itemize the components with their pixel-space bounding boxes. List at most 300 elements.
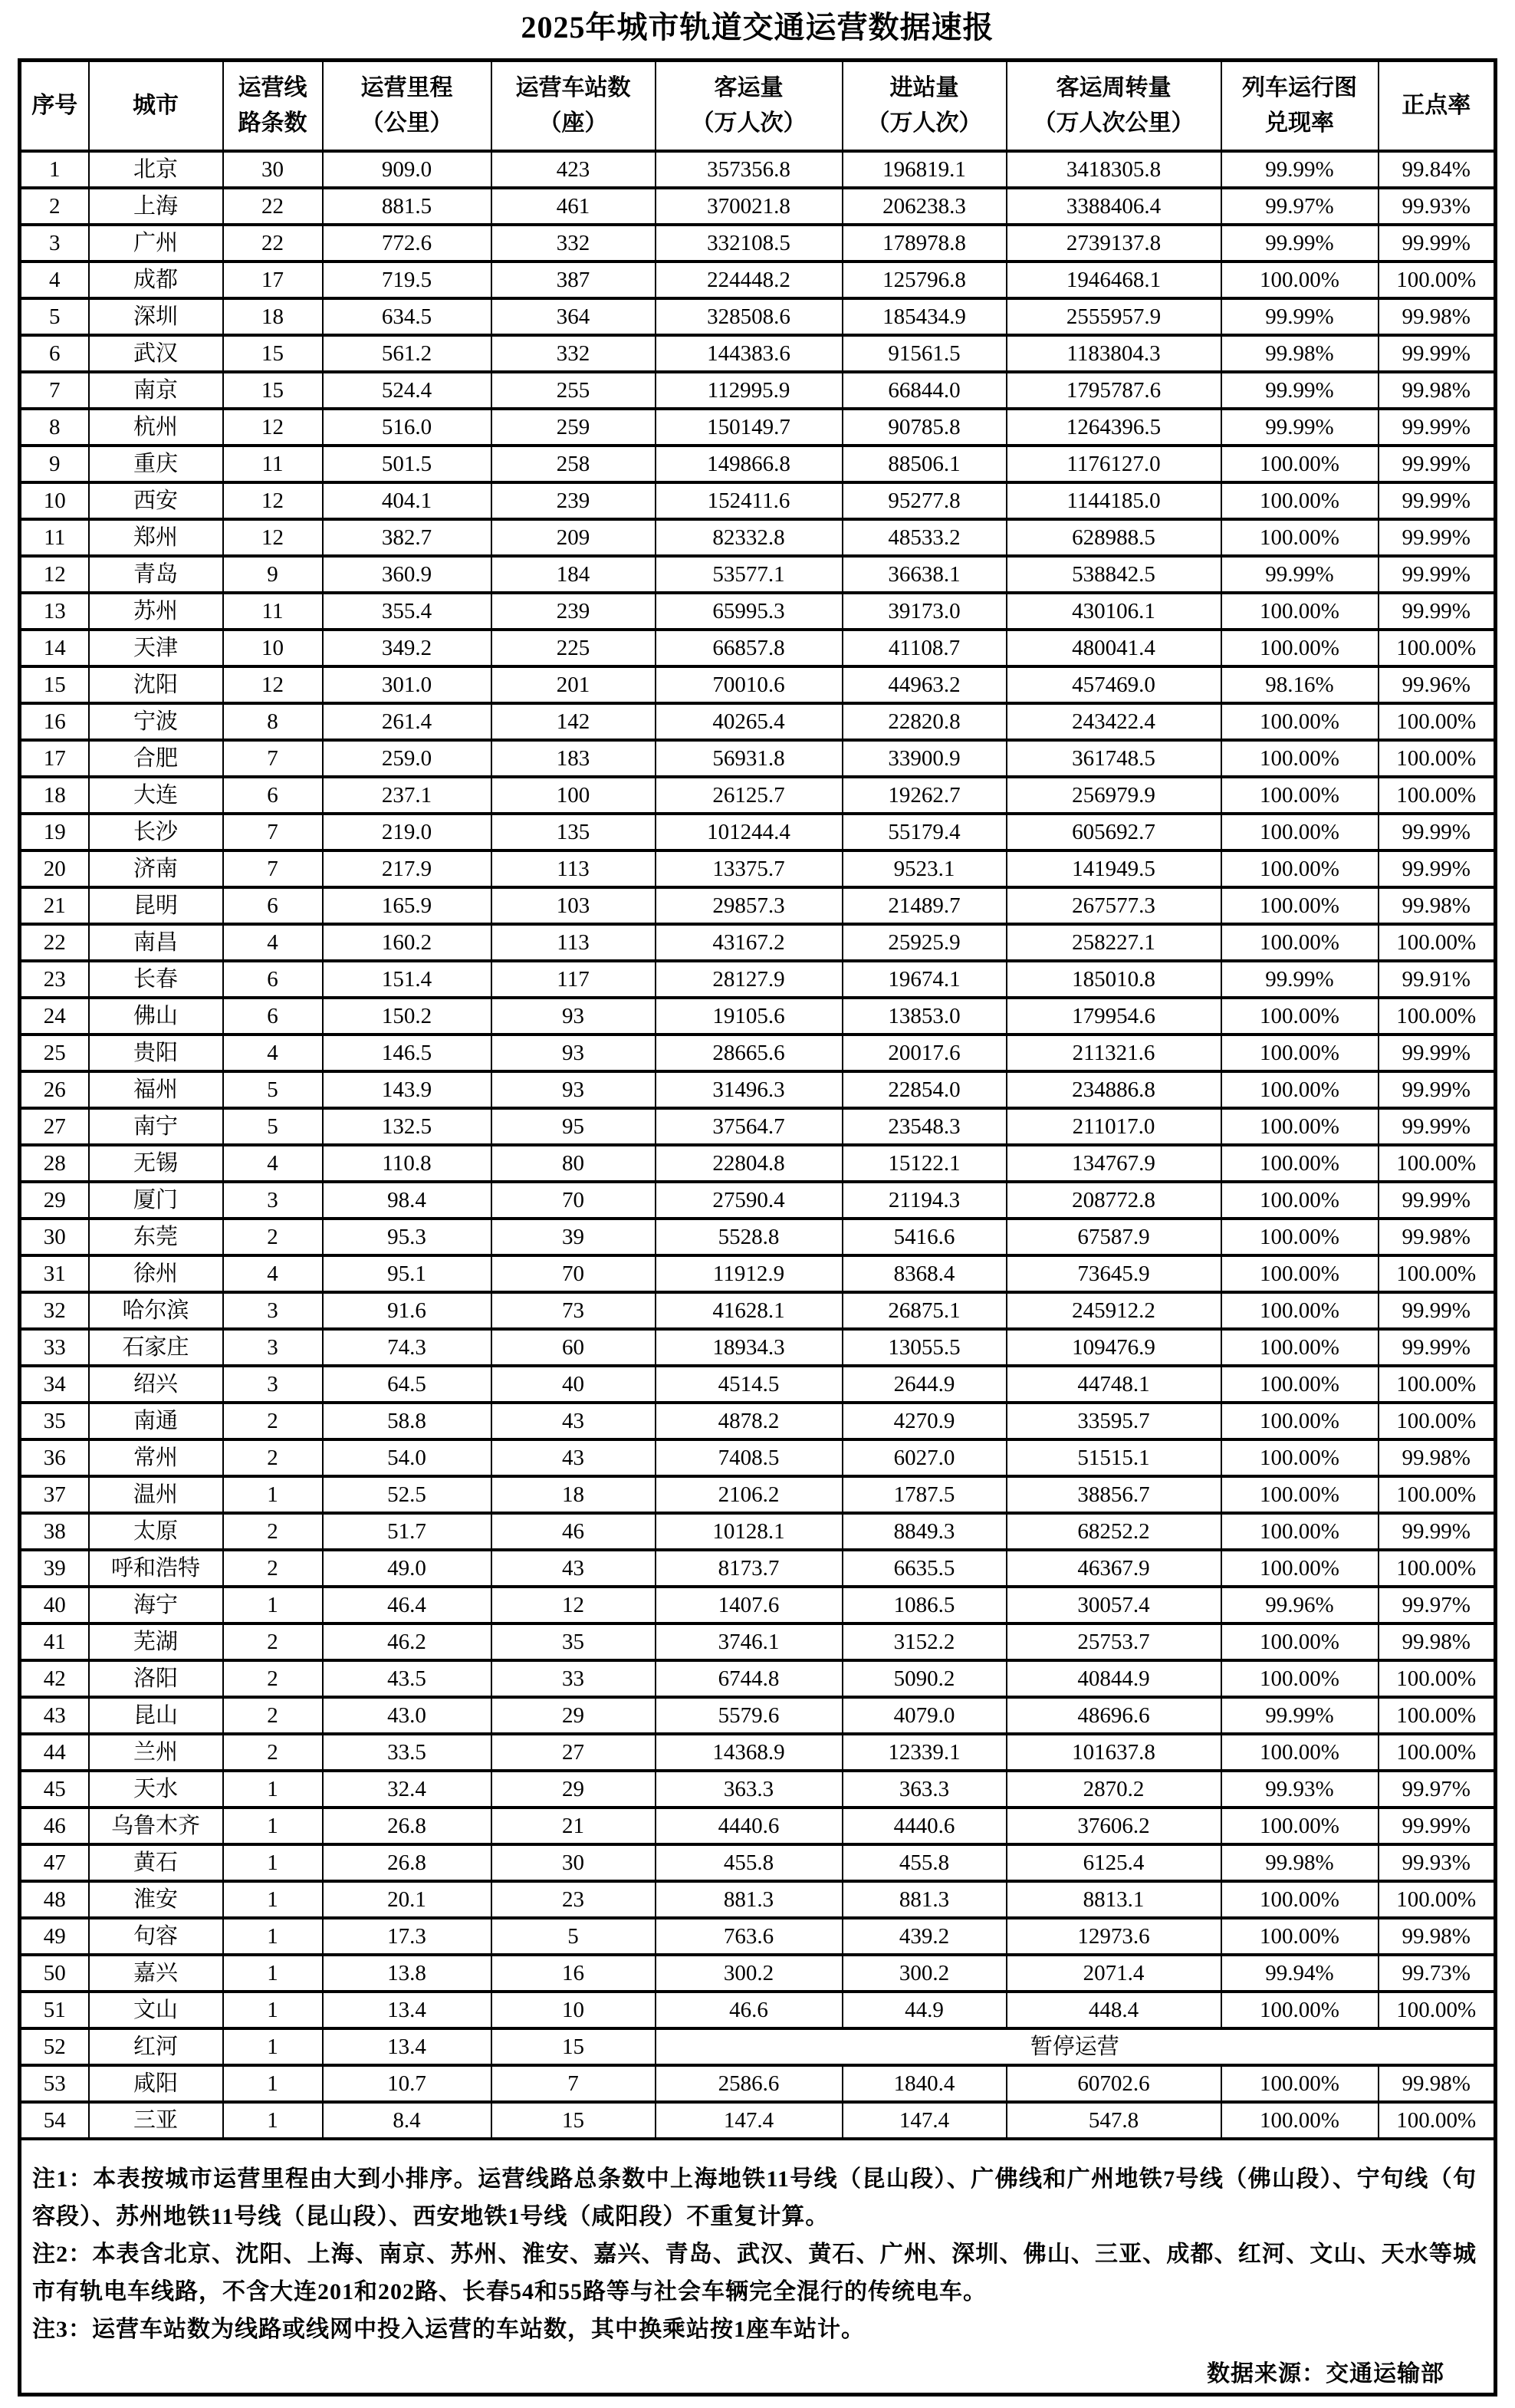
cell-schedule-fulfillment: 100.00%	[1221, 519, 1379, 556]
cell-punctuality: 99.96%	[1379, 666, 1496, 703]
table-row-33	[20, 1329, 1496, 1366]
cell-passenger-turnover: 46367.9	[1007, 1550, 1221, 1587]
cell-punctuality: 99.99%	[1379, 482, 1496, 519]
cell-passenger-volume: 46.6	[656, 1992, 843, 2028]
table-row-53	[20, 2065, 1496, 2102]
cell-mileage-km: 32.4	[323, 1771, 491, 1808]
cell-schedule-fulfillment: 100.00%	[1221, 1734, 1379, 1771]
cell-schedule-fulfillment: 99.93%	[1221, 1771, 1379, 1808]
cell-mileage-km: 217.9	[323, 850, 491, 887]
table-row-48	[20, 1881, 1496, 1918]
cell-city: 贵阳	[89, 1035, 223, 1071]
cell-city: 三亚	[89, 2102, 223, 2139]
cell-line-count: 12	[223, 482, 323, 519]
cell-passenger-turnover: 480041.4	[1007, 630, 1221, 666]
cell-line-count: 1	[223, 1808, 323, 1844]
cell-passenger-volume: 152411.6	[656, 482, 843, 519]
cell-entry-volume: 4079.0	[843, 1697, 1007, 1734]
cell-passenger-volume: 370021.8	[656, 188, 843, 225]
cell-passenger-turnover: 538842.5	[1007, 556, 1221, 593]
cell-schedule-fulfillment: 100.00%	[1221, 1182, 1379, 1219]
cell-station-count: 15	[491, 2102, 656, 2139]
cell-mileage-km: 360.9	[323, 556, 491, 593]
cell-city: 南宁	[89, 1108, 223, 1145]
cell-schedule-fulfillment: 100.00%	[1221, 814, 1379, 850]
cell-passenger-volume: 70010.6	[656, 666, 843, 703]
cell-schedule-fulfillment: 100.00%	[1221, 1071, 1379, 1108]
cell-passenger-turnover: 8813.1	[1007, 1881, 1221, 1918]
cell-serial-number: 39	[20, 1550, 89, 1587]
cell-passenger-turnover: 2555957.9	[1007, 298, 1221, 335]
cell-line-count: 4	[223, 1035, 323, 1071]
cell-line-count: 15	[223, 335, 323, 372]
cell-line-count: 8	[223, 703, 323, 740]
cell-city: 沈阳	[89, 666, 223, 703]
cell-schedule-fulfillment: 100.00%	[1221, 1476, 1379, 1513]
cell-city: 南昌	[89, 924, 223, 961]
cell-line-count: 5	[223, 1108, 323, 1145]
table-row-32	[20, 1292, 1496, 1329]
cell-schedule-fulfillment: 100.00%	[1221, 1108, 1379, 1145]
table-row-28	[20, 1145, 1496, 1182]
cell-mileage-km: 301.0	[323, 666, 491, 703]
cell-entry-volume: 4440.6	[843, 1808, 1007, 1844]
cell-city: 广州	[89, 225, 223, 262]
cell-punctuality: 100.00%	[1379, 924, 1496, 961]
table-row-20	[20, 850, 1496, 887]
cell-station-count: 103	[491, 887, 656, 924]
cell-city: 苏州	[89, 593, 223, 630]
cell-punctuality: 99.98%	[1379, 1439, 1496, 1476]
cell-line-count: 7	[223, 814, 323, 850]
cell-passenger-volume: 112995.9	[656, 372, 843, 409]
cell-serial-number: 48	[20, 1881, 89, 1918]
cell-serial-number: 9	[20, 446, 89, 482]
cell-entry-volume: 147.4	[843, 2102, 1007, 2139]
cell-passenger-turnover: 2870.2	[1007, 1771, 1221, 1808]
cell-station-count: 70	[491, 1255, 656, 1292]
cell-punctuality: 99.98%	[1379, 298, 1496, 335]
cell-serial-number: 52	[20, 2028, 89, 2065]
col-header-passenger-volume: 客运量 （万人次）	[656, 61, 843, 152]
cell-station-count: 30	[491, 1844, 656, 1881]
cell-passenger-volume: 363.3	[656, 1771, 843, 1808]
cell-mileage-km: 237.1	[323, 777, 491, 814]
cell-passenger-turnover: 44748.1	[1007, 1366, 1221, 1403]
cell-schedule-fulfillment: 99.98%	[1221, 1844, 1379, 1881]
cell-city: 宁波	[89, 703, 223, 740]
cell-passenger-volume: 66857.8	[656, 630, 843, 666]
cell-schedule-fulfillment: 100.00%	[1221, 446, 1379, 482]
cell-passenger-volume: 4878.2	[656, 1403, 843, 1439]
cell-schedule-fulfillment: 100.00%	[1221, 1145, 1379, 1182]
cell-schedule-fulfillment: 100.00%	[1221, 482, 1379, 519]
cell-station-count: 5	[491, 1918, 656, 1955]
cell-entry-volume: 4270.9	[843, 1403, 1007, 1439]
cell-serial-number: 3	[20, 225, 89, 262]
cell-passenger-turnover: 3418305.8	[1007, 151, 1221, 188]
cell-mileage-km: 26.8	[323, 1844, 491, 1881]
cell-punctuality: 99.98%	[1379, 2065, 1496, 2102]
cell-city: 深圳	[89, 298, 223, 335]
table-row-9	[20, 446, 1496, 482]
notes-row	[20, 2139, 1496, 2395]
cell-punctuality: 100.00%	[1379, 777, 1496, 814]
cell-passenger-volume: 4514.5	[656, 1366, 843, 1403]
cell-serial-number: 28	[20, 1145, 89, 1182]
cell-entry-volume: 1840.4	[843, 2065, 1007, 2102]
cell-serial-number: 18	[20, 777, 89, 814]
cell-punctuality: 99.97%	[1379, 1771, 1496, 1808]
table-row-23	[20, 961, 1496, 998]
cell-line-count: 10	[223, 630, 323, 666]
cell-entry-volume: 2644.9	[843, 1366, 1007, 1403]
cell-entry-volume: 39173.0	[843, 593, 1007, 630]
cell-schedule-fulfillment: 100.00%	[1221, 1439, 1379, 1476]
cell-mileage-km: 33.5	[323, 1734, 491, 1771]
cell-passenger-volume: 147.4	[656, 2102, 843, 2139]
cell-schedule-fulfillment: 100.00%	[1221, 1255, 1379, 1292]
cell-city: 哈尔滨	[89, 1292, 223, 1329]
cell-passenger-turnover: 1144185.0	[1007, 482, 1221, 519]
table-row-15	[20, 666, 1496, 703]
cell-passenger-volume: 2106.2	[656, 1476, 843, 1513]
cell-serial-number: 32	[20, 1292, 89, 1329]
table-row-2	[20, 188, 1496, 225]
cell-entry-volume: 36638.1	[843, 556, 1007, 593]
cell-entry-volume: 15122.1	[843, 1145, 1007, 1182]
cell-mileage-km: 516.0	[323, 409, 491, 446]
cell-schedule-fulfillment: 100.00%	[1221, 850, 1379, 887]
cell-entry-volume: 23548.3	[843, 1108, 1007, 1145]
cell-schedule-fulfillment: 100.00%	[1221, 1329, 1379, 1366]
cell-punctuality: 99.99%	[1379, 1182, 1496, 1219]
cell-line-count: 2	[223, 1550, 323, 1587]
cell-mileage-km: 219.0	[323, 814, 491, 850]
col-header-passenger-turnover: 客运周转量 （万人次公里）	[1007, 61, 1221, 152]
cell-passenger-volume: 43167.2	[656, 924, 843, 961]
cell-schedule-fulfillment: 100.00%	[1221, 1219, 1379, 1255]
table-row-22	[20, 924, 1496, 961]
cell-station-count: 73	[491, 1292, 656, 1329]
cell-mileage-km: 261.4	[323, 703, 491, 740]
cell-punctuality: 99.98%	[1379, 1623, 1496, 1660]
cell-station-count: 364	[491, 298, 656, 335]
table-row-35	[20, 1403, 1496, 1439]
cell-station-count: 46	[491, 1513, 656, 1550]
cell-entry-volume: 178978.8	[843, 225, 1007, 262]
cell-city: 长春	[89, 961, 223, 998]
cell-mileage-km: 26.8	[323, 1808, 491, 1844]
cell-city: 合肥	[89, 740, 223, 777]
cell-passenger-volume: 11912.9	[656, 1255, 843, 1292]
cell-punctuality: 99.99%	[1379, 593, 1496, 630]
cell-schedule-fulfillment: 99.96%	[1221, 1587, 1379, 1623]
cell-city: 西安	[89, 482, 223, 519]
cell-serial-number: 8	[20, 409, 89, 446]
cell-line-count: 1	[223, 1918, 323, 1955]
cell-city: 句容	[89, 1918, 223, 1955]
cell-station-count: 43	[491, 1403, 656, 1439]
cell-schedule-fulfillment: 99.97%	[1221, 188, 1379, 225]
cell-passenger-volume: 37564.7	[656, 1108, 843, 1145]
cell-station-count: 27	[491, 1734, 656, 1771]
cell-punctuality: 99.99%	[1379, 1513, 1496, 1550]
table-row-52	[20, 2028, 1496, 2065]
table-row-8	[20, 409, 1496, 446]
cell-serial-number: 35	[20, 1403, 89, 1439]
cell-entry-volume: 6027.0	[843, 1439, 1007, 1476]
cell-city: 温州	[89, 1476, 223, 1513]
cell-line-count: 15	[223, 372, 323, 409]
cell-schedule-fulfillment: 99.98%	[1221, 335, 1379, 372]
cell-entry-volume: 455.8	[843, 1844, 1007, 1881]
cell-station-count: 35	[491, 1623, 656, 1660]
table-row-30	[20, 1219, 1496, 1255]
cell-serial-number: 24	[20, 998, 89, 1035]
cell-entry-volume: 185434.9	[843, 298, 1007, 335]
cell-line-count: 1	[223, 2065, 323, 2102]
cell-punctuality: 99.98%	[1379, 1219, 1496, 1255]
cell-passenger-volume: 357356.8	[656, 151, 843, 188]
cell-serial-number: 36	[20, 1439, 89, 1476]
table-row-29	[20, 1182, 1496, 1219]
table-row-5	[20, 298, 1496, 335]
cell-schedule-fulfillment: 99.99%	[1221, 961, 1379, 998]
cell-passenger-volume: 13375.7	[656, 850, 843, 887]
cell-passenger-turnover: 51515.1	[1007, 1439, 1221, 1476]
cell-mileage-km: 74.3	[323, 1329, 491, 1366]
cell-line-count: 6	[223, 961, 323, 998]
cell-city: 淮安	[89, 1881, 223, 1918]
cell-entry-volume: 22854.0	[843, 1071, 1007, 1108]
cell-serial-number: 49	[20, 1918, 89, 1955]
table-row-7	[20, 372, 1496, 409]
cell-passenger-turnover: 430106.1	[1007, 593, 1221, 630]
cell-city: 北京	[89, 151, 223, 188]
note-2-label: 注2：	[32, 2242, 93, 2267]
header-row	[20, 61, 1496, 152]
cell-punctuality: 99.73%	[1379, 1955, 1496, 1992]
cell-line-count: 2	[223, 1439, 323, 1476]
cell-mileage-km: 95.1	[323, 1255, 491, 1292]
cell-city: 咸阳	[89, 2065, 223, 2102]
cell-passenger-turnover: 33595.7	[1007, 1403, 1221, 1439]
table-row-27	[20, 1108, 1496, 1145]
cell-entry-volume: 19262.7	[843, 777, 1007, 814]
table-row-37	[20, 1476, 1496, 1513]
cell-mileage-km: 20.1	[323, 1881, 491, 1918]
cell-serial-number: 22	[20, 924, 89, 961]
cell-schedule-fulfillment: 100.00%	[1221, 1403, 1379, 1439]
cell-mileage-km: 561.2	[323, 335, 491, 372]
cell-mileage-km: 165.9	[323, 887, 491, 924]
cell-city: 济南	[89, 850, 223, 887]
cell-line-count: 11	[223, 593, 323, 630]
col-header-serial-number: 序号	[20, 61, 89, 152]
cell-passenger-volume: 27590.4	[656, 1182, 843, 1219]
cell-city: 青岛	[89, 556, 223, 593]
cell-serial-number: 21	[20, 887, 89, 924]
cell-passenger-turnover: 25753.7	[1007, 1623, 1221, 1660]
cell-mileage-km: 881.5	[323, 188, 491, 225]
cell-passenger-turnover: 605692.7	[1007, 814, 1221, 850]
table-row-1	[20, 151, 1496, 188]
cell-mileage-km: 772.6	[323, 225, 491, 262]
cell-station-count: 239	[491, 482, 656, 519]
cell-serial-number: 15	[20, 666, 89, 703]
col-header-mileage-km: 运营里程 （公里）	[323, 61, 491, 152]
cell-entry-volume: 8368.4	[843, 1255, 1007, 1292]
cell-passenger-volume: 149866.8	[656, 446, 843, 482]
cell-entry-volume: 21194.3	[843, 1182, 1007, 1219]
cell-line-count: 3	[223, 1366, 323, 1403]
cell-passenger-turnover: 179954.6	[1007, 998, 1221, 1035]
cell-mileage-km: 95.3	[323, 1219, 491, 1255]
table-row-51	[20, 1992, 1496, 2028]
cell-schedule-fulfillment: 100.00%	[1221, 703, 1379, 740]
cell-line-count: 18	[223, 298, 323, 335]
cell-line-count: 7	[223, 740, 323, 777]
cell-station-count: 80	[491, 1145, 656, 1182]
cell-schedule-fulfillment: 100.00%	[1221, 1035, 1379, 1071]
cell-schedule-fulfillment: 100.00%	[1221, 1366, 1379, 1403]
cell-line-count: 1	[223, 1587, 323, 1623]
cell-serial-number: 42	[20, 1660, 89, 1697]
cell-punctuality: 99.99%	[1379, 1808, 1496, 1844]
notes-cell	[20, 2139, 1496, 2395]
cell-schedule-fulfillment: 100.00%	[1221, 1918, 1379, 1955]
cell-mileage-km: 150.2	[323, 998, 491, 1035]
cell-passenger-turnover: 185010.8	[1007, 961, 1221, 998]
cell-line-count: 12	[223, 519, 323, 556]
table-row-11	[20, 519, 1496, 556]
cell-passenger-turnover: 234886.8	[1007, 1071, 1221, 1108]
table-row-36	[20, 1439, 1496, 1476]
cell-serial-number: 7	[20, 372, 89, 409]
cell-passenger-volume: 65995.3	[656, 593, 843, 630]
cell-passenger-turnover: 361748.5	[1007, 740, 1221, 777]
cell-passenger-volume: 22804.8	[656, 1145, 843, 1182]
cell-passenger-volume: 5579.6	[656, 1697, 843, 1734]
cell-mileage-km: 151.4	[323, 961, 491, 998]
cell-mileage-km: 46.2	[323, 1623, 491, 1660]
cell-entry-volume: 13853.0	[843, 998, 1007, 1035]
cell-city: 杭州	[89, 409, 223, 446]
cell-serial-number: 11	[20, 519, 89, 556]
cell-city: 洛阳	[89, 1660, 223, 1697]
cell-passenger-turnover: 101637.8	[1007, 1734, 1221, 1771]
cell-mileage-km: 355.4	[323, 593, 491, 630]
cell-passenger-turnover: 267577.3	[1007, 887, 1221, 924]
cell-serial-number: 16	[20, 703, 89, 740]
cell-serial-number: 4	[20, 262, 89, 298]
table-row-45	[20, 1771, 1496, 1808]
cell-city: 天津	[89, 630, 223, 666]
cell-entry-volume: 41108.7	[843, 630, 1007, 666]
cell-station-count: 93	[491, 998, 656, 1035]
table-row-6	[20, 335, 1496, 372]
cell-city: 东莞	[89, 1219, 223, 1255]
cell-station-count: 10	[491, 1992, 656, 2028]
cell-station-count: 33	[491, 1660, 656, 1697]
cell-city: 上海	[89, 188, 223, 225]
cell-passenger-turnover: 2071.4	[1007, 1955, 1221, 1992]
table-body	[20, 151, 1496, 2139]
cell-punctuality: 99.98%	[1379, 887, 1496, 924]
table-row-16	[20, 703, 1496, 740]
cell-punctuality: 99.99%	[1379, 1071, 1496, 1108]
cell-line-count: 22	[223, 188, 323, 225]
cell-passenger-turnover: 30057.4	[1007, 1587, 1221, 1623]
cell-punctuality: 99.99%	[1379, 814, 1496, 850]
cell-mileage-km: 91.6	[323, 1292, 491, 1329]
table-row-47	[20, 1844, 1496, 1881]
cell-serial-number: 51	[20, 1992, 89, 2028]
cell-schedule-fulfillment: 99.99%	[1221, 409, 1379, 446]
cell-station-count: 258	[491, 446, 656, 482]
cell-station-count: 135	[491, 814, 656, 850]
cell-schedule-fulfillment: 100.00%	[1221, 593, 1379, 630]
cell-passenger-volume: 3746.1	[656, 1623, 843, 1660]
cell-mileage-km: 13.4	[323, 1992, 491, 2028]
table-row-44	[20, 1734, 1496, 1771]
cell-city: 南京	[89, 372, 223, 409]
cell-passenger-turnover: 1946468.1	[1007, 262, 1221, 298]
cell-mileage-km: 49.0	[323, 1550, 491, 1587]
cell-station-count: 60	[491, 1329, 656, 1366]
cell-entry-volume: 1787.5	[843, 1476, 1007, 1513]
cell-schedule-fulfillment: 100.00%	[1221, 1550, 1379, 1587]
cell-line-count: 1	[223, 2102, 323, 2139]
cell-station-count: 113	[491, 924, 656, 961]
note-2-text: 本表含北京、沈阳、上海、南京、苏州、淮安、嘉兴、青岛、武汉、黄石、广州、深圳、佛山、三亚、成都、红河、文山、天水等城市有轨电车线路，不含大连201和202路、长春54和55路等与社会车辆完全混行的传统电车。	[32, 2242, 1477, 2304]
cell-city: 无锡	[89, 1145, 223, 1182]
cell-passenger-turnover: 12973.6	[1007, 1918, 1221, 1955]
cell-passenger-volume: 2586.6	[656, 2065, 843, 2102]
cell-mileage-km: 143.9	[323, 1071, 491, 1108]
cell-serial-number: 53	[20, 2065, 89, 2102]
cell-punctuality: 100.00%	[1379, 1366, 1496, 1403]
cell-entry-volume: 90785.8	[843, 409, 1007, 446]
cell-city: 文山	[89, 1992, 223, 2028]
note-3-label: 注3：	[32, 2317, 92, 2342]
cell-line-count: 2	[223, 1734, 323, 1771]
cell-station-count: 461	[491, 188, 656, 225]
cell-city: 成都	[89, 262, 223, 298]
cell-line-count: 5	[223, 1071, 323, 1108]
cell-punctuality: 100.00%	[1379, 630, 1496, 666]
cell-schedule-fulfillment: 100.00%	[1221, 1292, 1379, 1329]
cell-line-count: 9	[223, 556, 323, 593]
cell-entry-volume: 439.2	[843, 1918, 1007, 1955]
cell-passenger-volume: 150149.7	[656, 409, 843, 446]
cell-serial-number: 27	[20, 1108, 89, 1145]
cell-line-count: 22	[223, 225, 323, 262]
cell-serial-number: 43	[20, 1697, 89, 1734]
table-row-41	[20, 1623, 1496, 1660]
cell-entry-volume: 12339.1	[843, 1734, 1007, 1771]
cell-entry-volume: 26875.1	[843, 1292, 1007, 1329]
cell-line-count: 11	[223, 446, 323, 482]
table-row-17	[20, 740, 1496, 777]
cell-city: 海宁	[89, 1587, 223, 1623]
cell-schedule-fulfillment: 100.00%	[1221, 740, 1379, 777]
cell-passenger-volume: 10128.1	[656, 1513, 843, 1550]
cell-punctuality: 100.00%	[1379, 1992, 1496, 2028]
cell-serial-number: 12	[20, 556, 89, 593]
cell-punctuality: 99.99%	[1379, 1108, 1496, 1145]
